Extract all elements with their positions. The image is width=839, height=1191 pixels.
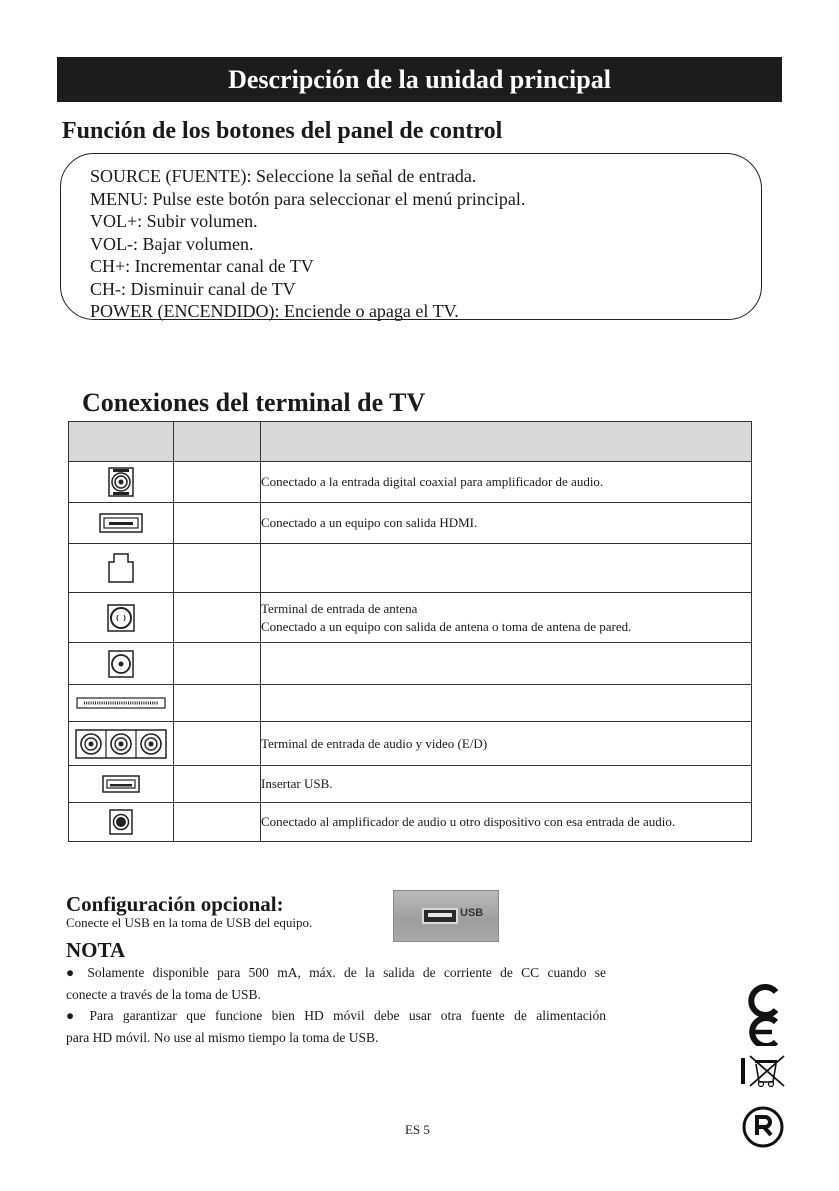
description-cell bbox=[261, 503, 752, 544]
page-number: ES 5 bbox=[405, 1122, 430, 1137]
antenna-port-icon bbox=[107, 604, 135, 632]
table-row bbox=[69, 766, 752, 803]
icon-cell bbox=[69, 544, 174, 593]
blank-cell bbox=[174, 643, 261, 685]
description-text: Terminal de entrada de audio y video (E/D) bbox=[261, 735, 488, 751]
description-text: Conectado a la entrada digital coaxial para amplificador de audio. bbox=[261, 474, 604, 489]
table-row bbox=[69, 544, 752, 593]
page-title-banner bbox=[57, 57, 782, 102]
blank-cell bbox=[174, 462, 261, 503]
icon-cell bbox=[69, 803, 174, 842]
description-cell bbox=[261, 643, 752, 685]
ethernet-port-icon bbox=[108, 553, 134, 583]
usb-label: USB bbox=[460, 907, 484, 919]
note-body bbox=[66, 962, 606, 1048]
blank-cell bbox=[174, 685, 261, 722]
usb-port-icon bbox=[102, 775, 140, 793]
control-item-power: POWER (ENCENDIDO): Enciende o apaga el TV. bbox=[90, 301, 459, 321]
blank-cell bbox=[174, 503, 261, 544]
weee-bin-icon bbox=[738, 1052, 788, 1090]
icon-cell bbox=[69, 643, 174, 685]
coaxial-digital-icon bbox=[108, 467, 134, 497]
page-title: Descripción de la unidad principal bbox=[228, 64, 611, 94]
icon-cell bbox=[69, 503, 174, 544]
description-cell bbox=[261, 685, 752, 722]
table-row bbox=[69, 722, 752, 766]
header-cell bbox=[69, 422, 174, 462]
description-text: Conectado a un equipo con salida de antena o toma de antena de pared. bbox=[261, 618, 632, 634]
control-item-ch-down: CH-: Disminuir canal de TV bbox=[90, 278, 296, 299]
description-text: Insertar USB. bbox=[261, 776, 333, 791]
description-cell bbox=[261, 462, 752, 503]
table-row bbox=[69, 685, 752, 722]
note-line: conecte a través de la toma de USB. bbox=[66, 986, 261, 1002]
table-row bbox=[69, 462, 752, 503]
description-text: Conectado al amplificador de audio u otro dispositivo con esa entrada de audio. bbox=[261, 814, 676, 829]
headphone-jack-icon bbox=[109, 809, 133, 835]
icon-cell bbox=[69, 685, 174, 722]
ce-mark-icon bbox=[738, 984, 788, 1046]
av-rca-ports-icon bbox=[75, 729, 167, 759]
table-row bbox=[69, 593, 752, 643]
icon-cell bbox=[69, 722, 174, 766]
control-item-source: SOURCE (FUENTE): Seleccione la señal de entrada. bbox=[90, 166, 477, 186]
control-item-menu: MENU: Pulse este botón para seleccionar el menú principal. bbox=[90, 188, 526, 209]
usb-port-photo bbox=[393, 890, 499, 942]
header-cell bbox=[261, 422, 752, 462]
control-panel-list bbox=[90, 165, 525, 323]
description-cell bbox=[261, 803, 752, 842]
usb-slot-icon bbox=[422, 908, 458, 924]
description-cell bbox=[261, 766, 752, 803]
blank-cell bbox=[174, 722, 261, 766]
blank-cell bbox=[174, 544, 261, 593]
rohs-logo-icon bbox=[738, 1102, 788, 1152]
optional-config-text: Conecte el USB en la toma de USB del equipo. bbox=[66, 915, 313, 930]
description-text: Conectado a un equipo con salida HDMI. bbox=[261, 515, 478, 530]
terminals-heading: Conexiones del terminal de TV bbox=[82, 388, 426, 417]
description-cell bbox=[261, 593, 752, 643]
blank-cell bbox=[174, 593, 261, 643]
description-cell bbox=[261, 722, 752, 766]
optional-config-heading: Configuración opcional: bbox=[66, 892, 284, 916]
control-panel-heading: Función de los botones del panel de control bbox=[62, 118, 503, 144]
header-cell bbox=[174, 422, 261, 462]
certification-logos bbox=[738, 984, 788, 1152]
icon-cell bbox=[69, 462, 174, 503]
control-item-vol-up: VOL+: Subir volumen. bbox=[90, 211, 258, 231]
table-row bbox=[69, 643, 752, 685]
note-line: para HD móvil. No use al mismo tiempo la toma de USB. bbox=[66, 1029, 379, 1045]
icon-cell bbox=[69, 593, 174, 643]
hdmi-port-icon bbox=[99, 513, 143, 533]
icon-cell bbox=[69, 766, 174, 803]
note-line: ● Para garantizar que funcione bien HD móvil debe usar otra fuente de alimentación bbox=[66, 1008, 606, 1023]
note-heading: NOTA bbox=[66, 938, 126, 962]
control-item-ch-up: CH+: Incrementar canal de TV bbox=[90, 256, 314, 276]
satellite-port-icon bbox=[108, 650, 134, 678]
table-header-row bbox=[69, 422, 752, 462]
note-line: ● Solamente disponible para 500 mA, máx. de la salida de corriente de CC cuando se bbox=[66, 965, 606, 980]
blank-cell bbox=[174, 803, 261, 842]
scart-port-icon bbox=[76, 697, 166, 709]
description-text: Terminal de entrada de antena bbox=[261, 600, 418, 616]
blank-cell bbox=[174, 766, 261, 803]
table-row bbox=[69, 803, 752, 842]
terminals-table bbox=[68, 421, 752, 842]
control-item-vol-down: VOL-: Bajar volumen. bbox=[90, 233, 254, 254]
table-row bbox=[69, 503, 752, 544]
description-cell bbox=[261, 544, 752, 593]
